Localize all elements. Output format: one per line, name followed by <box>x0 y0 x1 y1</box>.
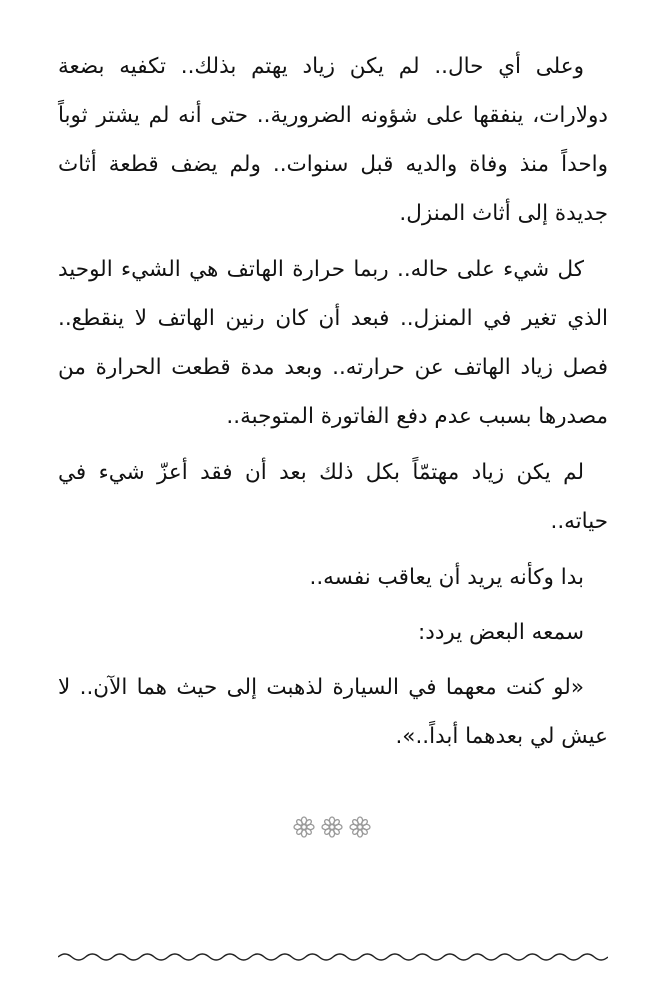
paragraph-6: «لو كنت معهما في السيارة لذهبت إلى حيث هما الآن.. لا عيش لي بعدهما أبداً..». <box>58 675 608 749</box>
paragraph-5: سمعه البعض يردد: <box>418 620 584 645</box>
flower-icon <box>348 815 372 843</box>
section-ornament <box>0 815 663 843</box>
paragraph-4: بدا وكأنه يريد أن يعاقب نفسه.. <box>309 565 584 590</box>
paragraph-1: وعلى أي حال.. لم يكن زياد يهتم بذلك.. تكفيه بضعة دولارات، ينفقها على شؤونه الضرورية.. حتى أنه لم يشتر ثوباً واحداً منذ وفاة والديه قبل سنوات.. ولم يضف قطعة أثاث جديدة إلى أثاث المنزل. <box>58 54 608 226</box>
footer-wavy-rule <box>58 950 608 964</box>
paragraph-2: كل شيء على حاله.. ربما حرارة الهاتف هي الشيء الوحيد الذي تغير في المنزل.. فبعد أن كان رنين الهاتف لا ينقطع.. فصل زياد الهاتف عن حرارته.. وبعد مدة قطعت الحرارة من مصدرها بسبب عدم دفع الفاتورة المتوجبة.. <box>58 257 608 429</box>
flower-icon <box>292 815 316 843</box>
page-body <box>58 42 608 768</box>
paragraph-3: لم يكن زياد مهتمّاً بكل ذلك بعد أن فقد أعزّ شيء في حياته.. <box>58 460 608 534</box>
flower-icon <box>320 815 344 843</box>
